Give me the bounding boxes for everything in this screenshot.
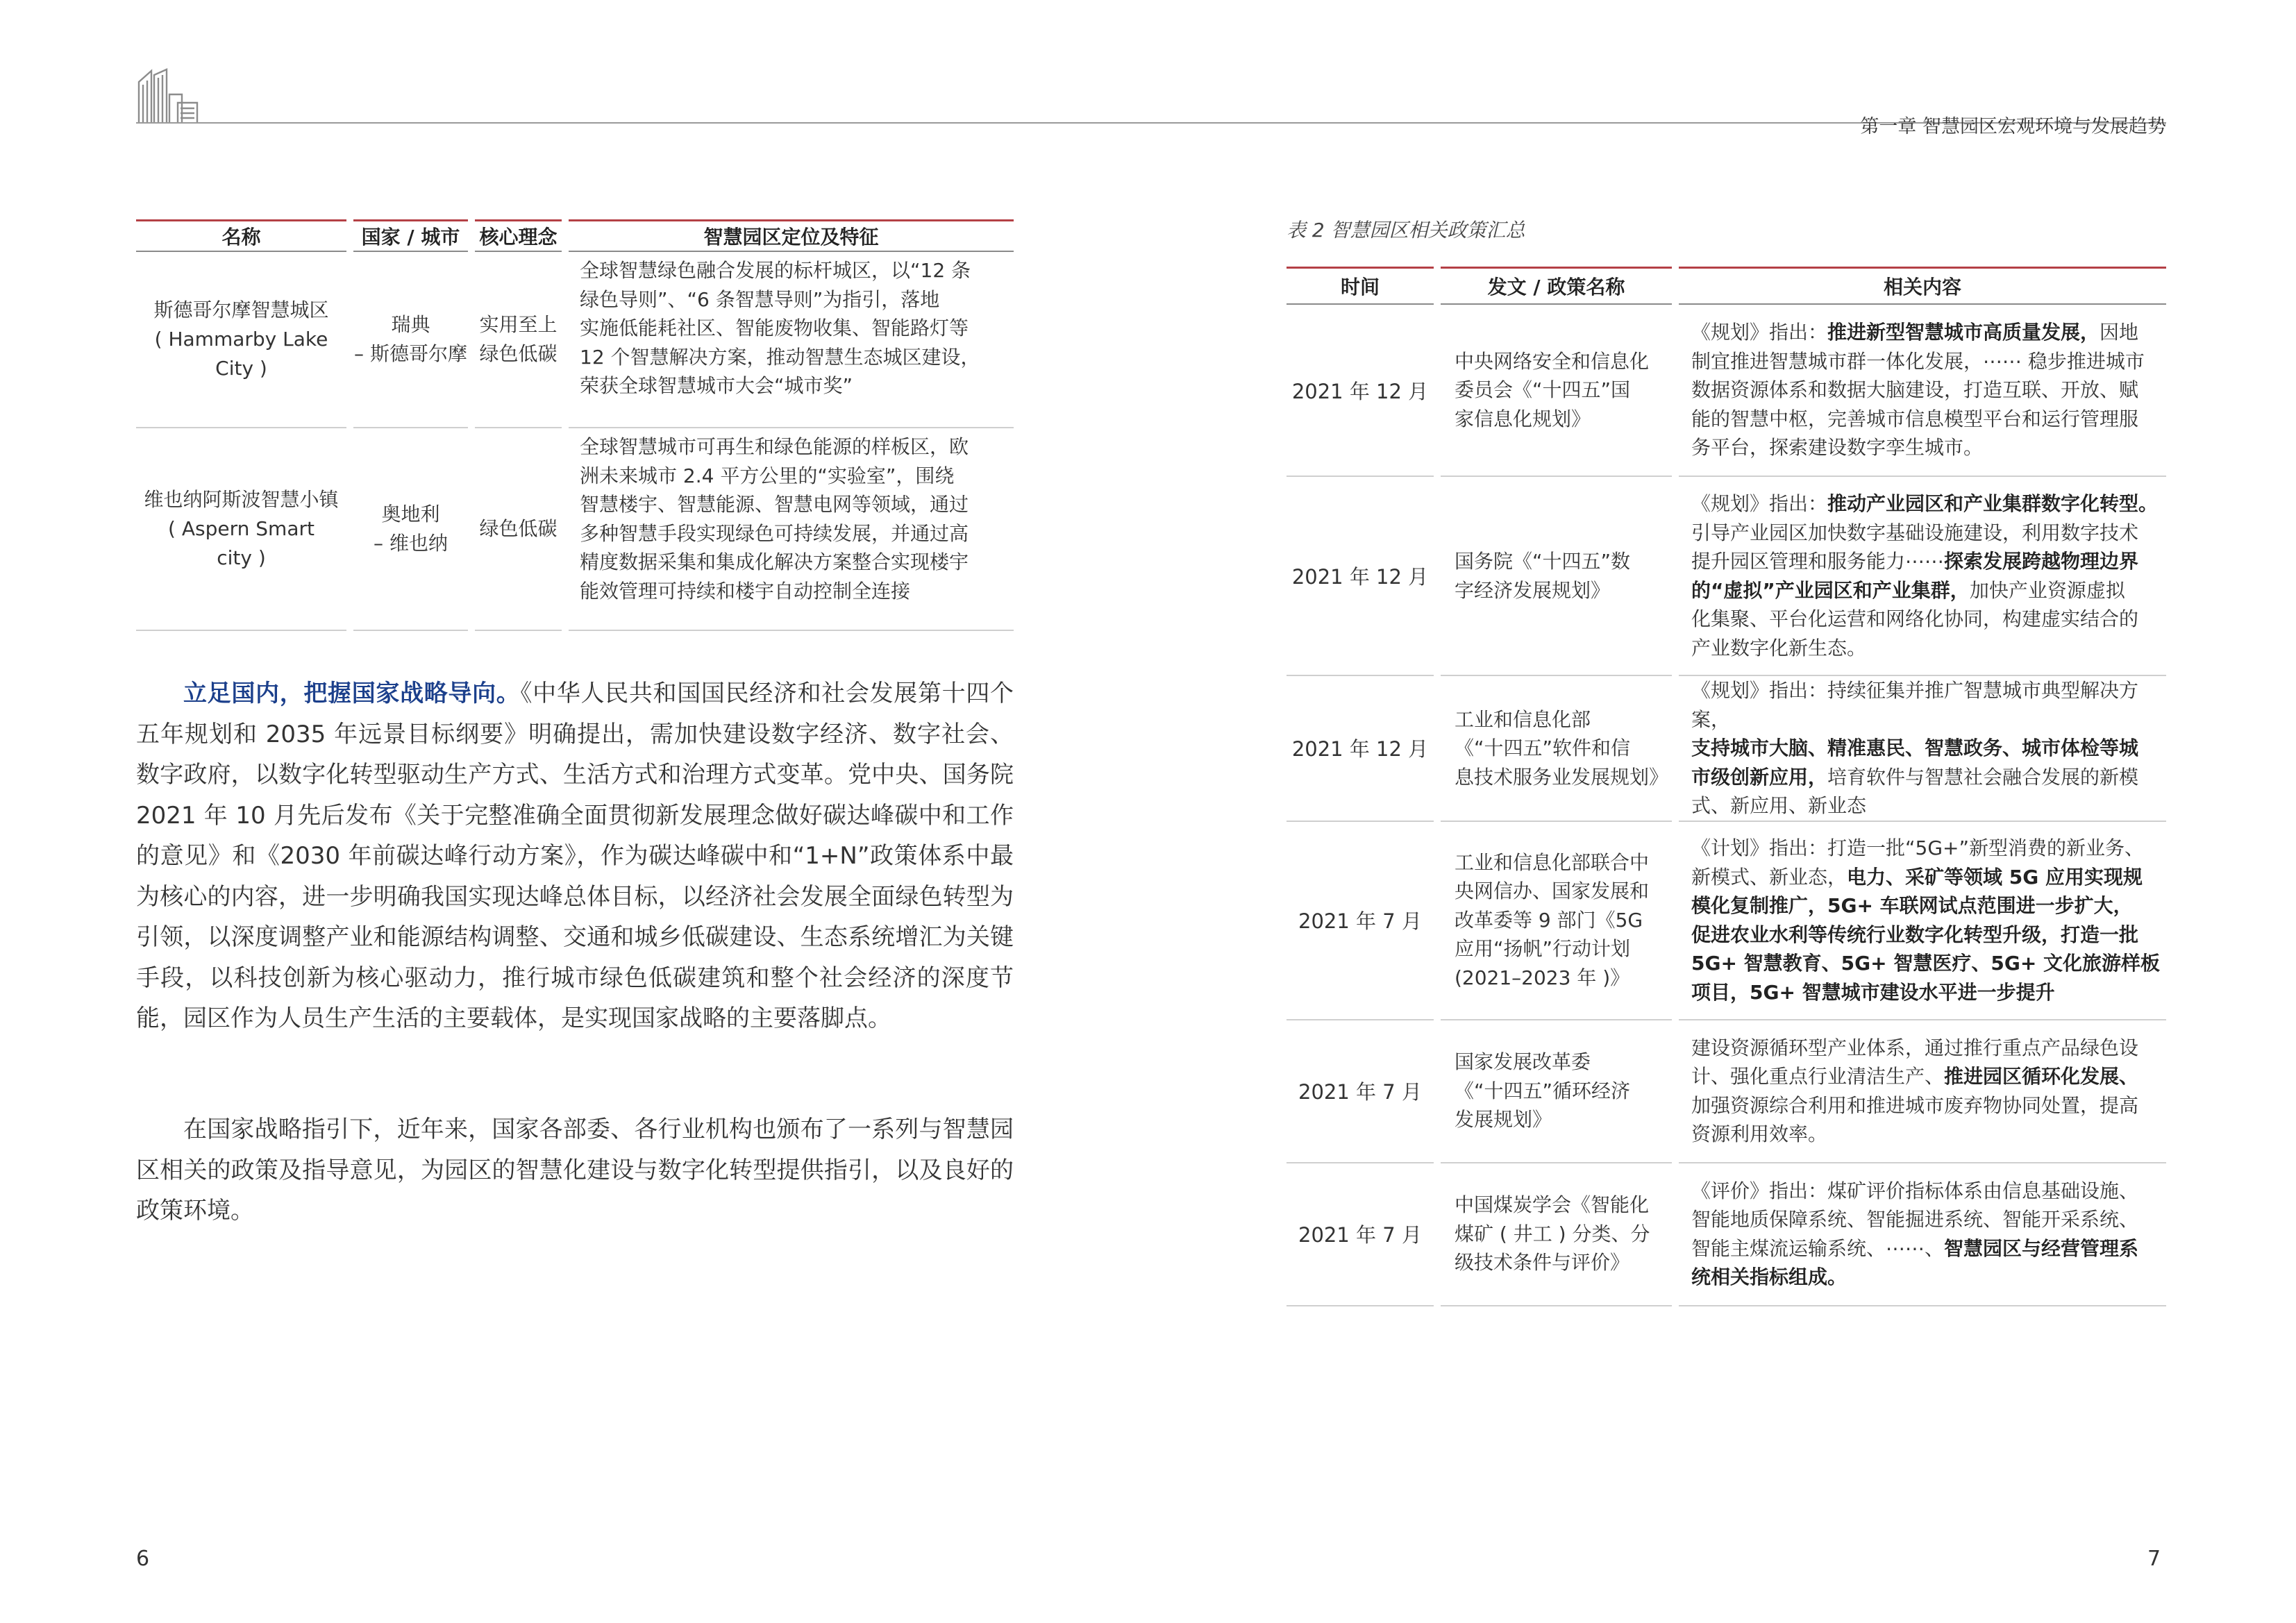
content-line: 《规划》指出：持续征集并推广智慧城市典型解决方案， — [1691, 679, 2139, 731]
paragraph-policy-guidance: 在国家战略指引下，近年来，国家各部委、各行业机构也颁布了一系列与智慧园区相关的政策及指导意见，为园区的智慧化建设与数字化转型提供指引，以及良好的政策环境。 — [136, 1116, 1014, 1225]
col-header-time: 时间 — [1287, 268, 1437, 305]
content-line: 制宜推进智慧城市群一体化发展，⋯⋯ 稳步推进城市 — [1691, 349, 2145, 373]
cell-doc: 国家发展改革委 《“十四五”循环经济 发展规划》 — [1437, 1020, 1675, 1163]
content-line: 式、新应用、新业态 — [1691, 794, 1867, 817]
content-line: 《规划》指出：推动产业园区和产业集群数字化转型。 — [1691, 492, 2159, 515]
content-line: 计、强化重点行业清洁生产、推进园区循环化发展、 — [1691, 1065, 2139, 1088]
content-line: 《规划》指出：推进新型智慧城市高质量发展，因地 — [1691, 321, 2139, 344]
content-line: 促进农业水利等传统行业数字化转型升级，打造一批 — [1691, 923, 2139, 946]
content-line: 提升园区管理和服务能力⋯⋯探索发展跨越物理边界 — [1691, 550, 2139, 573]
paragraph-lead: 立足国内，把握国家战略导向。 — [183, 680, 521, 707]
content-line: 数据资源体系和数据大脑建设，打造互联、开放、赋 — [1691, 378, 2139, 402]
content-line: 市级创新应用，培育软件与智慧社会融合发展的新模 — [1691, 765, 2139, 789]
table-row — [1287, 476, 2166, 675]
content-line: 的“虚拟”产业园区和产业集群，加快产业资源虚拟 — [1691, 578, 2125, 602]
policy-summary-table — [1287, 267, 2166, 1306]
content-line: 务平台，探索建设数字孪生城市。 — [1691, 436, 1984, 460]
cell-time: 2021 年 12 月 — [1287, 304, 1437, 476]
table-row — [1287, 1020, 2166, 1163]
cell-content — [1675, 1020, 2166, 1163]
table-header-row — [136, 221, 1014, 252]
cell-content — [1675, 821, 2166, 1020]
cell-content — [1675, 1163, 2166, 1306]
cell-content — [1675, 476, 2166, 675]
table-caption: 表 2 智慧园区相关政策汇总 — [1287, 219, 1525, 242]
content-line: 智能主煤流运输系统、⋯⋯、智慧园区与经营管理系 — [1691, 1236, 2139, 1260]
cell-time: 2021 年 12 月 — [1287, 476, 1437, 675]
col-header-concept: 核心理念 — [471, 221, 565, 252]
cell-doc: 国务院《“十四五”数 字经济发展规划》 — [1437, 476, 1675, 675]
cell-country: 奥地利 – 维也纳 — [350, 428, 471, 630]
content-line: 建设资源循环型产业体系，通过推行重点产品绿色设 — [1691, 1036, 2139, 1059]
cell-content — [1675, 675, 2166, 821]
content-line: 资源利用效率。 — [1691, 1122, 1828, 1145]
content-line: 《评价》指出：煤矿评价指标体系由信息基础设施、 — [1691, 1179, 2139, 1202]
city-comparison-table — [136, 219, 1014, 631]
page-number-left: 6 — [136, 1547, 150, 1571]
table-row — [136, 428, 1014, 630]
content-line: 支持城市大脑、精准惠民、智慧政务、城市体检等城 — [1691, 737, 2139, 759]
cell-content — [1675, 304, 2166, 476]
cell-features: 全球智慧城市可再生和绿色能源的样板区，欧 洲未来城市 2.4 平方公里的“实验室”，围绕 智慧楼宇、智慧能源、智慧电网等领域，通过 多种智慧手段实现绿色可持续发展，并通过高 精度数据采集和集成化解决方案整合实现楼宇 能效管理可持续和楼宇自动控制全连接 — [565, 428, 1014, 630]
col-header-name: 名称 — [136, 221, 350, 252]
cell-doc: 工业和信息化部 《“十四五”软件和信 息技术服务业发展规划》 — [1437, 675, 1675, 821]
page-number-right: 7 — [2147, 1547, 2161, 1571]
cell-time: 2021 年 12 月 — [1287, 675, 1437, 821]
col-header-country: 国家 / 城市 — [350, 221, 471, 252]
cell-country: 瑞典 – 斯德哥尔摩 — [350, 251, 471, 428]
content-line: 《计划》指出：打造一批“5G+”新型消费的新业务、 — [1691, 836, 2144, 859]
content-line: 能的智慧中枢，完善城市信息模型平台和运行管理服 — [1691, 407, 2139, 430]
cell-concept: 实用至上 绿色低碳 — [471, 251, 565, 428]
cell-doc: 中央网络安全和信息化 委员会《“十四五”国 家信息化规划》 — [1437, 304, 1675, 476]
content-line: 智能地质保障系统、智能掘进系统、智能开采系统、 — [1691, 1208, 2139, 1231]
cell-time: 2021 年 7 月 — [1287, 1163, 1437, 1306]
col-header-content: 相关内容 — [1675, 268, 2166, 305]
table-header-row — [1287, 268, 2166, 305]
content-line: 加强资源综合利用和推进城市废弃物协同处置，提高 — [1691, 1093, 2139, 1117]
content-line: 5G+ 智慧教育、5G+ 智慧医疗、5G+ 文化旅游样板 — [1691, 952, 2161, 975]
table-row — [136, 251, 1014, 428]
content-line: 产业数字化新生态。 — [1691, 636, 1867, 659]
cell-time: 2021 年 7 月 — [1287, 821, 1437, 1020]
content-line: 新模式、新业态，电力、采矿等领域 5G 应用实现规 — [1691, 865, 2143, 889]
chapter-title: 第一章 智慧园区宏观环境与发展趋势 — [1860, 116, 2166, 137]
cell-name: 斯德哥尔摩智慧城区 ( Hammarby Lake City ) — [136, 251, 350, 428]
cell-time: 2021 年 7 月 — [1287, 1020, 1437, 1163]
content-line: 模化复制推广，5G+ 车联网试点范围进一步扩大， — [1691, 894, 2133, 917]
cell-features: 全球智慧绿色融合发展的标杆城区，以“12 条 绿色导则”、“6 条智慧导则”为指引，落地 实施低能耗社区、智能废物收集、智能路灯等 12 个智慧解决方案，推动智慧生态城区建设， 荣获全球智慧城市大会“城市奖” — [565, 251, 1014, 428]
col-header-features: 智慧园区定位及特征 — [565, 221, 1014, 252]
content-line: 引导产业园区加快数字基础设施建设，利用数字技术 — [1691, 521, 2139, 544]
table-row — [1287, 675, 2166, 821]
cell-name: 维也纳阿斯波智慧小镇 ( Aspern Smart city ) — [136, 428, 350, 630]
col-header-doc: 发文 / 政策名称 — [1437, 268, 1675, 305]
content-line: 项目，5G+ 智慧城市建设水平进一步提升 — [1691, 980, 2055, 1004]
table-row — [1287, 1163, 2166, 1306]
cell-doc: 中国煤炭学会《智能化 煤矿 ( 井工 ) 分类、分 级技术条件与评价》 — [1437, 1163, 1675, 1306]
content-line: 统相关指标组成。 — [1691, 1265, 1847, 1288]
paragraph-national-strategy — [136, 673, 1014, 1039]
table-row — [1287, 304, 2166, 476]
table-row — [1287, 821, 2166, 1020]
cell-doc: 工业和信息化部联合中 央网信办、国家发展和 改革委等 9 部门《5G 应用“扬帆”行动计划 (2021–2023 年 )》 — [1437, 821, 1675, 1020]
content-line: 化集聚、平台化运营和网络化协同，构建虚实结合的 — [1691, 607, 2139, 630]
cell-concept: 绿色低碳 — [471, 428, 565, 630]
buildings-icon — [136, 67, 200, 124]
paragraph-text: 《中华人民共和国国民经济和社会发展第十四个五年规划和 2035 年远景目标纲要》明确提出，需加快建设数字经济、数字社会、数字政府，以数字化转型驱动生产方式、生活方式和治理方式变革。党中央、国务院 2021 年 10 月先后发布《关于完整准确全面贯彻新发展理念做好碳达峰碳中和工作的意见》和《2030 年前碳达峰行动方案》，作为碳达峰碳中和“1+N”政策体系中最为核心的内容，进一步明确我国实现达峰总体目标，以经济社会发展全面绿色转型为引领，以深度调整产业和能源结构调整、交通和城乡低碳建设、生态系统增汇为关键手段，以科技创新为核心驱动力，推行城市绿色低碳建筑和整个社会经济的深度节能，园区作为人员生产生活的主要载体，是实现国家战略的主要落脚点。 — [136, 680, 1014, 1032]
